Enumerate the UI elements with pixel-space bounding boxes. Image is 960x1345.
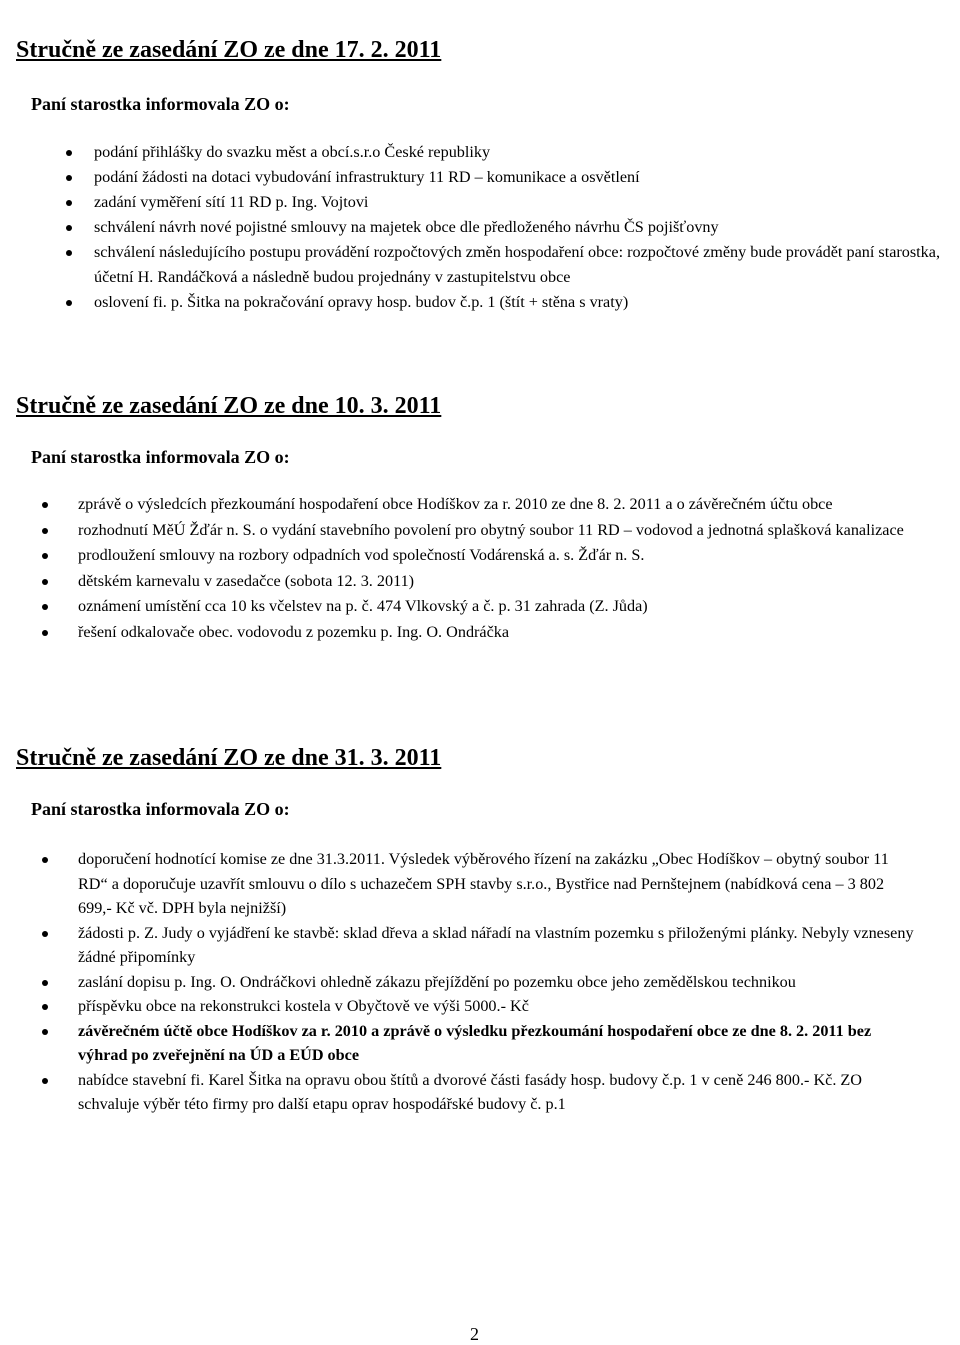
- bullet-icon: [42, 1004, 48, 1010]
- bullet-icon: [66, 200, 72, 206]
- list-item: zaslání dopisu p. Ing. O. Ondráčkovi ohledně zákazu přejíždění po pozemku obce jeho zemědělskou technikou: [78, 970, 918, 995]
- list-item: prodloužení smlouvy na rozbory odpadních vod společností Vodárenská a. s. Žďár n. S.: [78, 543, 928, 569]
- bullet-icon: [42, 502, 48, 508]
- section-heading: Stručně ze zasedání ZO ze dne 17. 2. 2011: [16, 37, 442, 63]
- section-heading: Stručně ze zasedání ZO ze dne 31. 3. 2011: [16, 745, 442, 771]
- list-item: doporučení hodnotící komise ze dne 31.3.2011. Výsledek výběrového řízení na zakázku „Obec Hodíškov – obytný soubor 11 RD“ a doporučuje uzavřít smlouvu o dílo s uchazečem SPH stavby s.r.o., Bystřice nad Pernštejnem (nabídková cena – 3 802 699,- Kč vč. DPH byla nejnižší): [78, 847, 918, 921]
- bullet-icon: [42, 553, 48, 559]
- section-intro: Paní starostka informovala ZO o:: [31, 799, 290, 819]
- list-item: zprávě o výsledcích přezkoumání hospodaření obce Hodíškov za r. 2010 ze dne 8. 2. 2011 a o závěrečném účtu obce: [78, 492, 928, 518]
- item-list: [78, 847, 918, 1117]
- bullet-icon: [42, 528, 48, 534]
- bullet-icon: [66, 150, 72, 156]
- list-item: oslovení fi. p. Šitka na pokračování opravy hosp. budov č.p. 1 (štít + stěna s vraty): [94, 290, 944, 315]
- bullet-icon: [42, 604, 48, 610]
- bullet-icon: [66, 250, 72, 256]
- bullet-icon: [42, 931, 48, 937]
- item-list: [94, 140, 944, 315]
- page-number: 2: [470, 1324, 479, 1344]
- list-item: schválení následujícího postupu provádění rozpočtových změn hospodaření obce: rozpočtové změny bude provádět paní starostka, účetní H. Randáčková a následně budou projednány v zastupitelstvu obce: [94, 240, 944, 290]
- list-item: dětském karnevalu v zasedačce (sobota 12. 3. 2011): [78, 569, 928, 595]
- bullet-icon: [42, 980, 48, 986]
- list-item-bold: závěrečném účtě obce Hodíškov za r. 2010 a zprávě o výsledku přezkoumání hospodaření obce ze dne 8. 2. 2011 bez výhrad po zveřejnění na ÚD a EÚD obce: [78, 1019, 918, 1068]
- bullet-icon: [42, 1078, 48, 1084]
- section-heading: Stručně ze zasedání ZO ze dne 10. 3. 2011: [16, 393, 442, 419]
- list-item: podání žádosti na dotaci vybudování infrastruktury 11 RD – komunikace a osvětlení: [94, 165, 944, 190]
- bullet-icon: [66, 175, 72, 181]
- list-item: podání přihlášky do svazku měst a obcí.s.r.o České republiky: [94, 140, 944, 165]
- list-item: schválení návrh nové pojistné smlouvy na majetek obce dle předloženého návrhu ČS pojišťovny: [94, 215, 944, 240]
- list-item: nabídce stavební fi. Karel Šitka na opravu obou štítů a dvorové části fasády hosp. budovy č.p. 1 v ceně 246 800.- Kč. ZO schvaluje výběr této firmy pro další etapu oprav hospodářské budovy č. p.1: [78, 1068, 918, 1117]
- list-item: žádosti p. Z. Judy o vyjádření ke stavbě: sklad dřeva a sklad nářadí na vlastním pozemku s přiloženými plánky. Nebyly vzneseny žádné připomínky: [78, 921, 918, 970]
- bullet-icon: [42, 579, 48, 585]
- list-item: řešení odkalovače obec. vodovodu z pozemku p. Ing. O. Ondráčka: [78, 620, 928, 646]
- section-intro: Paní starostka informovala ZO o:: [31, 94, 290, 114]
- list-item: oznámení umístění cca 10 ks včelstev na p. č. 474 Vlkovský a č. p. 31 zahrada (Z. Jůda): [78, 594, 928, 620]
- bullet-icon: [42, 1029, 48, 1035]
- list-item: rozhodnutí MěÚ Žďár n. S. o vydání stavebního povolení pro obytný soubor 11 RD – vodovod a jednotná splašková kanalizace: [78, 518, 928, 544]
- list-item: příspěvku obce na rekonstrukci kostela v Obyčtově ve výši 5000.- Kč: [78, 994, 918, 1019]
- bullet-icon: [66, 225, 72, 231]
- item-list: [78, 492, 928, 645]
- section-intro: Paní starostka informovala ZO o:: [31, 447, 290, 467]
- list-item: zadání vyměření sítí 11 RD p. Ing. Vojtovi: [94, 190, 944, 215]
- bullet-icon: [42, 857, 48, 863]
- bullet-icon: [42, 630, 48, 636]
- bullet-icon: [66, 300, 72, 306]
